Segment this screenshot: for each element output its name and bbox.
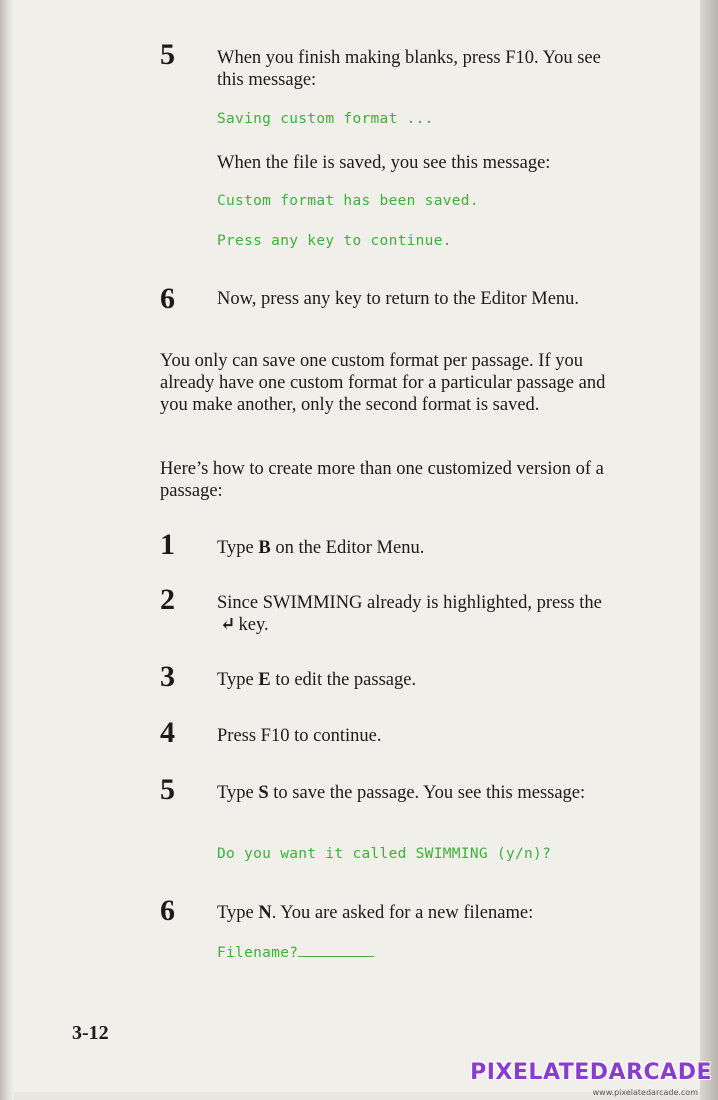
page-binding	[0, 0, 14, 1100]
message-called: Do you want it called SWIMMING (y/n)?	[217, 846, 552, 862]
message-filename: Filename?	[217, 942, 374, 961]
page-number: 3-12	[72, 1022, 109, 1044]
step-text: Now, press any key to return to the Editor Menu.	[217, 289, 580, 309]
paragraph-how-to: Here’s how to create more than one customized version of a passage:	[160, 459, 604, 501]
page-edge	[700, 0, 718, 1100]
step-text: Type S to save the passage. You see this message:	[217, 783, 586, 803]
step-text: Since SWIMMING already is highlighted, press the ↵ key.	[217, 593, 602, 635]
filename-blank	[298, 942, 374, 957]
step-text: Type B on the Editor Menu.	[217, 538, 425, 558]
step-text: When you finish making blanks, press F10. You see this message:	[217, 48, 601, 90]
step-number: 4	[160, 716, 175, 749]
enter-key-icon: ↵	[220, 615, 236, 635]
step-number: 3	[160, 660, 175, 693]
saved-intro: When the file is saved, you see this message:	[217, 153, 551, 173]
step-text: Type N. You are asked for a new filename:	[217, 903, 534, 923]
step-number: 1	[160, 528, 175, 561]
watermark-url: www.pixelatedarcade.com	[592, 1088, 698, 1097]
step-number: 5	[160, 773, 175, 806]
step-number: 2	[160, 583, 175, 616]
message-press-key: Press any key to continue.	[217, 233, 452, 249]
step-number: 5	[160, 38, 175, 71]
step-number: 6	[160, 894, 175, 927]
step-text: Press F10 to continue.	[217, 726, 382, 746]
paragraph-custom-format: You only can save one custom format per passage. If you already have one custom format for a particular passage and you make another, only the second format is saved.	[160, 351, 606, 415]
watermark-logo: PIXELATEDARCADE	[470, 1060, 712, 1085]
step-text: Type E to edit the passage.	[217, 670, 417, 690]
message-saved: Custom format has been saved.	[217, 193, 479, 209]
message-saving: Saving custom format ...	[217, 111, 434, 127]
step-number: 6	[160, 282, 175, 315]
